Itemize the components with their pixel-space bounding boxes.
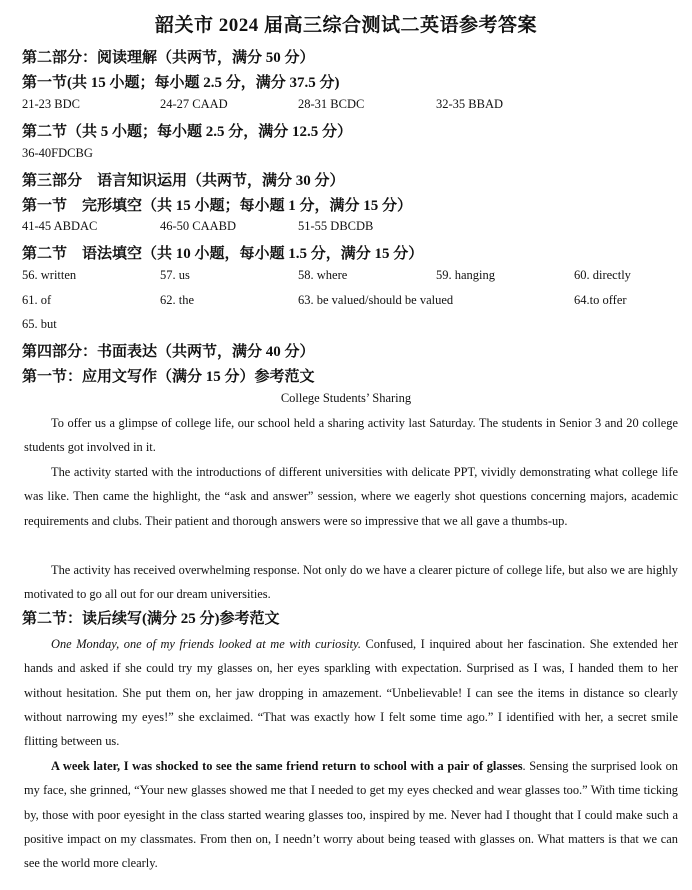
grammar-answers-row [22,317,682,335]
answer-group: 32-35 BBAD [436,97,504,111]
document-title: 韶关市 2024 届高三综合测试二英语参考答案 [154,15,537,36]
part3-section1-answers [22,219,682,237]
grammar-answer: 63. be valued/should be valued [298,293,454,307]
grammar-answer: 60. directly [574,268,631,282]
answer-group: 21-23 BDC [22,97,80,111]
essay2-paragraph-body: . Sensing the surprised look on my face, she grinned, “Your new glasses showed me that I needed to get my eyes checked and wear glasses too.” With time ticking by, those with poor eyesight in the class started wearing glasses too, inspired by me. Never had I thought that I could make such a positive impact on my classmates. From then on, I needn’t worry about being teased with glasses on. What matters is that we can see the world more clearly. [24,759,678,871]
answer-group: 24-27 CAAD [160,97,228,111]
part2-section2-answers [22,146,682,164]
grammar-answers-row [22,293,682,311]
part2-section2-heading: 第二节（共 5 小题；每小题 2.5 分，满分 12.5 分） [22,124,353,140]
part2-heading: 第二部分：阅读理解（共两节，满分 50 分） [22,50,315,66]
answer-group: 41-45 ABDAC [22,219,98,233]
essay1-paragraph: The activity started with the introductions of different universities with delicate PPT, vividly demonstrating what college life was like. Then came the highlight, the “ask and answer” session, where we eagerly shot questions concerning majors, academic requirements and clubs. Their patient and thorough answers were so impressive that we all gave a thumbs-up. [24,465,678,528]
essay1-title: College Students’ Sharing [280,391,412,405]
part3-heading: 第三部分 语言知识运用（共两节，满分 30 分） [22,173,345,189]
part3-section2-heading: 第二节 语法填空（共 10 小题，每小题 1.5 分，满分 15 分） [22,246,424,262]
grammar-answer: 59. hanging [436,268,496,282]
part4-heading: 第四部分：书面表达（共两节，满分 40 分） [22,344,315,360]
grammar-answer: 65. but [22,317,57,331]
grammar-answer: 61. of [22,293,52,307]
grammar-answer: 56. written [22,268,77,282]
grammar-answer: 62. the [160,293,195,307]
part2-section1-heading: 第一节(共 15 小题；每小题 2.5 分，满分 37.5 分) [22,75,340,91]
essay1-paragraph: The activity has received overwhelming response. Not only do we have a clearer picture of college life, but also we are highly motivated to go all out for our dream universities. [24,563,678,602]
essay2-paragraph-lead: One Monday, one of my friends looked at me with curiosity. [51,637,361,651]
answer-group: 36-40FDCBG [22,146,93,160]
answer-group: 51-55 DBCDB [298,219,374,233]
part2-section1-answers [22,97,682,115]
essay1-paragraph: To offer us a glimpse of college life, our school held a sharing activity last Saturday. The students in Senior 3 and 20 college students got involved in it. [24,416,678,455]
grammar-answer: 58. where [298,268,348,282]
essay2-paragraph-lead: A week later, I was shocked to see the same friend return to school with a pair of glasses [51,759,523,773]
answer-group: 46-50 CAABD [160,219,237,233]
essay2-paragraph [24,632,678,753]
answer-group: 28-31 BCDC [298,97,365,111]
part3-section1-heading: 第一节 完形填空（共 15 小题；每小题 1 分，满分 15 分） [22,198,413,214]
grammar-answer: 57. us [160,268,190,282]
grammar-answers-row [22,268,682,286]
essay2-paragraph [24,754,678,875]
part4-section2-heading: 第二节：读后续写(满分 25 分)参考范文 [22,611,280,627]
part4-section1-heading: 第一节：应用文写作（满分 15 分）参考范文 [22,369,315,385]
grammar-answer: 64.to offer [574,293,627,307]
essay2-paragraph-body: Confused, I inquired about her fascination. She extended her hands and asked if she could try my glasses on, her eyes sparkling with expectation. Surprised as I was, I handed them to her without hesitation. She put them on, her jaw dropping in amazement. “Unbelievable! I can see the items in distance so clearly without narrowing my eyes!” she exclaimed. “That was exactly how I felt some time ago.” I identified with her, a secret smile flitting between us. [24,637,678,749]
